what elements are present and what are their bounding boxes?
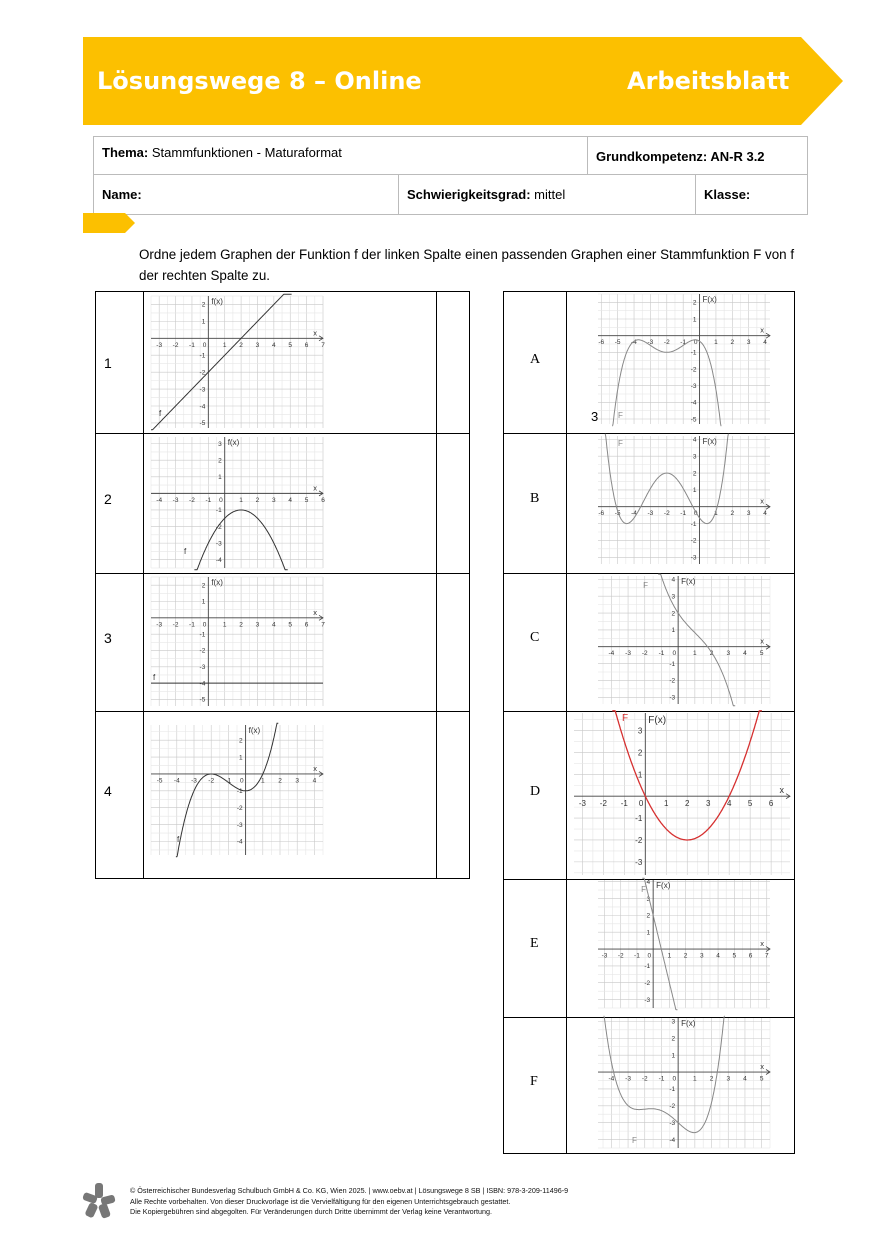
y-tick-label: -2 bbox=[236, 804, 243, 812]
series-label: F bbox=[641, 885, 647, 894]
y-tick-label: -1 bbox=[199, 631, 206, 639]
x-tick-label: 3 bbox=[746, 339, 751, 347]
footer-line-3: Die Kopiergebühren sind abgegolten. Für Veränderungen durch Dritte übernimmt der Verlag keine Verantwortung. bbox=[130, 1207, 492, 1216]
y-tick-label: -5 bbox=[690, 416, 697, 424]
x-tick-label: -3 bbox=[625, 1075, 631, 1083]
x-tick-label: 3 bbox=[726, 1075, 731, 1083]
stray-mark-a: 3 bbox=[591, 409, 599, 424]
x-tick-label: 6 bbox=[321, 496, 325, 504]
y-tick-label: 2 bbox=[218, 457, 222, 465]
x-tick-label: -2 bbox=[208, 777, 215, 785]
x-tick-label: 2 bbox=[709, 1075, 714, 1083]
y-tick-label: -1 bbox=[236, 788, 243, 796]
x-tick-label: 1 bbox=[222, 341, 227, 349]
y-tick-label: 2 bbox=[671, 610, 676, 618]
y-tick-label: -3 bbox=[635, 857, 643, 867]
chart-graph-e bbox=[598, 880, 770, 1008]
answer-cell-3[interactable] bbox=[436, 573, 469, 710]
x-axis-label: x bbox=[760, 496, 764, 506]
x-tick-label: 1 bbox=[714, 339, 718, 347]
y-tick-label: 1 bbox=[218, 474, 222, 482]
y-tick-label: 2 bbox=[646, 912, 651, 920]
footer bbox=[130, 1186, 568, 1218]
x-tick-label: 4 bbox=[763, 339, 767, 347]
x-tick-label: 3 bbox=[295, 777, 300, 785]
y-tick-label: 3 bbox=[671, 1018, 676, 1026]
series-label: F bbox=[632, 1136, 637, 1145]
x-tick-label: -1 bbox=[189, 341, 195, 349]
chart-graph-d bbox=[574, 713, 790, 875]
y-tick-label: -4 bbox=[199, 680, 206, 688]
x-tick-label: 5 bbox=[304, 496, 309, 504]
kompetenz-label: Grundkompetenz: AN-R 3.2 bbox=[596, 149, 765, 164]
series-label: F bbox=[622, 713, 629, 724]
x-tick-label: 2 bbox=[709, 650, 714, 658]
x-tick-label: -4 bbox=[156, 496, 163, 504]
origin-label: 0 bbox=[672, 650, 677, 658]
x-tick-label: -1 bbox=[205, 496, 212, 504]
origin-label: 0 bbox=[219, 496, 223, 504]
y-axis-label: F(x) bbox=[681, 577, 696, 586]
x-axis-label: x bbox=[760, 325, 764, 335]
x-tick-label: 5 bbox=[732, 952, 737, 960]
name-cell bbox=[94, 175, 399, 214]
x-tick-label: 2 bbox=[239, 621, 243, 629]
x-tick-label: 7 bbox=[764, 952, 769, 960]
y-tick-label: 2 bbox=[692, 299, 697, 307]
x-tick-label: -5 bbox=[156, 777, 163, 785]
y-tick-label: 3 bbox=[671, 593, 676, 601]
x-tick-label: -5 bbox=[614, 339, 621, 347]
x-tick-label: 2 bbox=[730, 510, 735, 518]
y-tick-label: -3 bbox=[199, 386, 206, 394]
right-letter-a: A bbox=[530, 352, 541, 367]
y-tick-label: -3 bbox=[690, 382, 697, 390]
left-number-2: 2 bbox=[104, 491, 112, 507]
x-tick-label: -3 bbox=[647, 339, 654, 347]
y-tick-label: 1 bbox=[637, 770, 643, 780]
header-title: Lösungswege 8 – Online bbox=[97, 67, 422, 95]
x-tick-label: 2 bbox=[683, 952, 688, 960]
x-tick-label: 3 bbox=[272, 496, 276, 504]
y-tick-label: 2 bbox=[692, 470, 697, 478]
y-tick-label: -4 bbox=[215, 556, 222, 564]
x-axis-label: x bbox=[313, 328, 317, 338]
right-letter-f: F bbox=[530, 1074, 538, 1089]
x-tick-label: -1 bbox=[658, 1075, 665, 1083]
x-tick-label: -2 bbox=[663, 510, 670, 518]
right-letter-c: C bbox=[530, 630, 540, 645]
y-tick-label: -2 bbox=[690, 366, 697, 374]
x-tick-label: 6 bbox=[748, 952, 753, 960]
left-number-4: 4 bbox=[104, 783, 112, 799]
x-tick-label: -3 bbox=[172, 496, 179, 504]
answer-cell-1[interactable] bbox=[436, 292, 469, 432]
x-tick-label: 2 bbox=[278, 777, 282, 785]
origin-label: 0 bbox=[693, 339, 698, 347]
left-number-1: 1 bbox=[104, 355, 112, 371]
y-tick-label: 1 bbox=[692, 316, 697, 324]
footer-line-2: Alle Rechte vorbehalten. Von dieser Druckvorlage ist die Vervielfältigung für den eigenen Unterrichtsgebrauch gestattet. bbox=[130, 1196, 511, 1206]
y-tick-label: -2 bbox=[669, 677, 676, 685]
x-tick-label: 1 bbox=[222, 621, 227, 629]
right-letter-b: B bbox=[530, 491, 540, 506]
x-tick-label: -3 bbox=[578, 799, 586, 809]
y-tick-label: -4 bbox=[690, 399, 697, 407]
klasse-label: Klasse: bbox=[704, 187, 751, 202]
y-tick-label: -1 bbox=[669, 660, 676, 668]
x-tick-label: -2 bbox=[641, 650, 648, 658]
y-axis-label: F(x) bbox=[648, 715, 667, 726]
x-tick-label: -1 bbox=[634, 952, 640, 960]
x-tick-label: 4 bbox=[312, 777, 317, 785]
y-tick-label: 2 bbox=[238, 737, 243, 745]
y-tick-label: 1 bbox=[646, 929, 651, 937]
thema-cell bbox=[94, 137, 588, 175]
x-tick-label: 4 bbox=[726, 799, 732, 809]
y-tick-label: -5 bbox=[199, 420, 206, 428]
x-tick-label: -1 bbox=[680, 339, 687, 347]
y-tick-label: -4 bbox=[199, 403, 206, 411]
x-tick-label: -2 bbox=[663, 339, 670, 347]
right-letter-e: E bbox=[530, 936, 539, 951]
x-tick-label: -4 bbox=[608, 650, 615, 658]
x-tick-label: -1 bbox=[658, 650, 665, 658]
x-tick-label: -2 bbox=[599, 799, 607, 809]
schwierigkeit-label: Schwierigkeitsgrad: bbox=[407, 187, 531, 202]
series-label: F bbox=[643, 581, 649, 590]
y-tick-label: 2 bbox=[201, 301, 206, 309]
x-tick-label: 5 bbox=[288, 621, 293, 629]
left-number-3: 3 bbox=[104, 630, 112, 646]
answer-cell-2[interactable] bbox=[436, 433, 469, 572]
x-axis-label: x bbox=[779, 785, 784, 796]
y-tick-label: -2 bbox=[215, 523, 222, 531]
y-tick-label: -3 bbox=[236, 821, 243, 829]
x-tick-label: -3 bbox=[156, 621, 163, 629]
x-tick-label: -3 bbox=[191, 777, 197, 785]
y-axis-label: f(x) bbox=[211, 578, 223, 587]
x-tick-label: -3 bbox=[156, 341, 163, 349]
y-tick-label: -4 bbox=[669, 1136, 676, 1144]
y-tick-label: 2 bbox=[637, 748, 643, 758]
chart-graph-2 bbox=[151, 437, 323, 568]
y-tick-label: -5 bbox=[199, 696, 206, 704]
x-tick-label: 1 bbox=[714, 510, 718, 518]
origin-label: 0 bbox=[202, 621, 207, 629]
function-curve bbox=[604, 1016, 725, 1132]
x-tick-label: 4 bbox=[272, 341, 276, 349]
chart-graph-1 bbox=[151, 296, 323, 428]
y-axis-label: f(x) bbox=[227, 438, 240, 447]
origin-label: 0 bbox=[672, 1075, 677, 1083]
chart-graph-4 bbox=[151, 725, 323, 855]
y-tick-label: -2 bbox=[669, 1103, 676, 1111]
y-axis-label: f(x) bbox=[211, 297, 223, 306]
x-axis-label: x bbox=[313, 607, 317, 617]
y-tick-label: 1 bbox=[692, 487, 697, 495]
y-tick-label: -1 bbox=[690, 349, 697, 357]
x-tick-label: 7 bbox=[321, 621, 325, 629]
y-axis-label: F(x) bbox=[702, 437, 717, 446]
x-tick-label: 5 bbox=[759, 650, 764, 658]
series-label: f bbox=[184, 547, 187, 556]
y-tick-label: -4 bbox=[236, 838, 243, 846]
x-tick-label: -2 bbox=[641, 1075, 648, 1083]
x-tick-label: -3 bbox=[647, 510, 654, 518]
y-tick-label: -1 bbox=[215, 507, 222, 515]
series-label: F bbox=[618, 411, 623, 420]
x-axis-label: x bbox=[760, 939, 764, 949]
schwierigkeit-cell bbox=[399, 175, 696, 214]
function-curve bbox=[151, 294, 292, 429]
x-tick-label: -1 bbox=[189, 621, 195, 629]
x-tick-label: -3 bbox=[625, 650, 631, 658]
y-tick-label: 3 bbox=[692, 453, 697, 461]
y-tick-label: -1 bbox=[644, 963, 651, 971]
y-tick-label: 1 bbox=[671, 1052, 676, 1060]
x-tick-label: 5 bbox=[759, 1075, 764, 1083]
y-tick-label: -3 bbox=[215, 540, 222, 548]
origin-label: 0 bbox=[693, 510, 698, 518]
y-tick-label: 1 bbox=[671, 627, 676, 635]
y-tick-label: 4 bbox=[692, 436, 697, 444]
x-tick-label: -6 bbox=[598, 510, 605, 518]
x-axis-label: x bbox=[760, 636, 764, 646]
x-tick-label: -3 bbox=[601, 952, 608, 960]
y-tick-label: 1 bbox=[201, 598, 206, 606]
x-tick-label: 1 bbox=[260, 777, 265, 785]
y-tick-label: -3 bbox=[669, 694, 676, 702]
x-tick-label: 4 bbox=[288, 496, 293, 504]
y-tick-label: 4 bbox=[646, 878, 651, 886]
info-table bbox=[93, 136, 808, 215]
y-tick-label: 3 bbox=[637, 726, 643, 736]
section-arrow bbox=[83, 213, 135, 233]
x-tick-label: -4 bbox=[631, 510, 637, 518]
y-axis-label: F(x) bbox=[656, 881, 671, 890]
name-label: Name: bbox=[102, 187, 142, 202]
x-tick-label: 2 bbox=[239, 341, 243, 349]
y-tick-label: -2 bbox=[199, 369, 206, 377]
x-tick-label: 4 bbox=[743, 1075, 747, 1083]
series-label: F bbox=[618, 439, 623, 448]
chart-graph-f bbox=[598, 1018, 770, 1148]
y-tick-label: 1 bbox=[238, 754, 243, 762]
x-tick-label: 5 bbox=[747, 799, 753, 809]
x-tick-label: 1 bbox=[693, 1075, 697, 1083]
y-tick-label: 3 bbox=[218, 440, 222, 448]
x-tick-label: 1 bbox=[239, 496, 243, 504]
answer-cell-4[interactable] bbox=[436, 711, 469, 878]
y-tick-label: 1 bbox=[201, 318, 206, 326]
x-tick-label: 2 bbox=[730, 339, 735, 347]
y-tick-label: -2 bbox=[644, 979, 651, 987]
x-tick-label: -2 bbox=[172, 341, 179, 349]
right-letter-d: D bbox=[530, 784, 541, 799]
footer-line-1: © Österreichischer Bundesverlag Schulbuch GmbH & Co. KG, Wien 2025. | www.oebv.at | Lösungswege 8 SB | ISBN: 978-3-209-11496-9 bbox=[130, 1186, 569, 1195]
x-tick-label: -2 bbox=[172, 621, 179, 629]
x-tick-label: -1 bbox=[225, 777, 232, 785]
thema-value: Stammfunktionen - Maturaformat bbox=[151, 145, 342, 160]
x-tick-label: -1 bbox=[680, 510, 687, 518]
instruction-text: Ordne jedem Graphen der Funktion f der linken Spalte einen passenden Graphen einer Stammfunktion F von f der rechten Spalte zu. bbox=[139, 247, 795, 283]
x-tick-label: 1 bbox=[664, 799, 669, 809]
header-doc-type: Arbeitsblatt bbox=[627, 67, 790, 95]
y-tick-label: -2 bbox=[690, 537, 697, 545]
publisher-logo bbox=[83, 1183, 115, 1219]
schwierigkeit-value: mittel bbox=[534, 187, 566, 202]
x-tick-label: 1 bbox=[693, 650, 697, 658]
x-tick-label: 3 bbox=[700, 952, 704, 960]
x-tick-label: 4 bbox=[716, 952, 720, 960]
thema-label: Thema: bbox=[102, 145, 149, 160]
y-tick-label: 2 bbox=[201, 582, 206, 590]
y-tick-label: -2 bbox=[635, 835, 643, 845]
y-tick-label: -1 bbox=[199, 352, 206, 360]
x-tick-label: 1 bbox=[667, 952, 672, 960]
y-axis-label: F(x) bbox=[681, 1019, 696, 1028]
x-axis-label: x bbox=[313, 763, 317, 773]
x-tick-label: 2 bbox=[255, 496, 260, 504]
x-tick-label: 6 bbox=[304, 621, 309, 629]
x-tick-label: 5 bbox=[288, 341, 293, 349]
origin-label: 0 bbox=[239, 777, 244, 785]
y-tick-label: -3 bbox=[644, 996, 651, 1004]
x-tick-label: 4 bbox=[743, 650, 747, 658]
y-tick-label: 2 bbox=[671, 1035, 676, 1043]
y-tick-label: 3 bbox=[646, 895, 651, 903]
chart-graph-3 bbox=[151, 577, 323, 706]
y-tick-label: 4 bbox=[671, 576, 676, 584]
series-label: f bbox=[177, 835, 180, 844]
x-tick-label: -6 bbox=[598, 339, 605, 347]
x-tick-label: 7 bbox=[321, 341, 325, 349]
y-tick-label: -3 bbox=[690, 554, 697, 562]
origin-label: 0 bbox=[638, 799, 644, 809]
chart-graph-c bbox=[598, 576, 770, 704]
x-axis-label: x bbox=[760, 1062, 764, 1072]
chart-graph-b bbox=[598, 436, 770, 564]
y-tick-label: -1 bbox=[669, 1086, 676, 1094]
series-label: f bbox=[159, 409, 162, 418]
x-tick-label: 3 bbox=[255, 341, 260, 349]
x-tick-label: -2 bbox=[617, 952, 624, 960]
x-tick-label: -4 bbox=[608, 1075, 615, 1083]
x-tick-label: 6 bbox=[768, 799, 774, 809]
y-tick-label: -2 bbox=[199, 647, 206, 655]
x-tick-label: 3 bbox=[255, 621, 260, 629]
y-tick-label: -3 bbox=[669, 1119, 676, 1127]
x-tick-label: 3 bbox=[726, 650, 731, 658]
x-tick-label: 3 bbox=[705, 799, 711, 809]
x-tick-label: -2 bbox=[189, 496, 195, 504]
x-tick-label: -5 bbox=[614, 510, 621, 518]
x-tick-label: 6 bbox=[304, 341, 309, 349]
x-tick-label: 4 bbox=[272, 621, 276, 629]
y-axis-label: F(x) bbox=[702, 295, 717, 304]
chart-graph-a bbox=[598, 294, 770, 424]
x-tick-label: -1 bbox=[620, 799, 628, 809]
y-tick-label: -3 bbox=[199, 664, 206, 672]
x-tick-label: 2 bbox=[685, 799, 690, 809]
x-tick-label: -4 bbox=[173, 777, 180, 785]
x-tick-label: -4 bbox=[631, 339, 637, 347]
x-axis-label: x bbox=[313, 483, 317, 493]
series-label: f bbox=[153, 673, 156, 683]
y-tick-label: -1 bbox=[635, 814, 643, 824]
kompetenz-cell bbox=[588, 137, 807, 175]
x-tick-label: 3 bbox=[746, 510, 751, 518]
origin-label: 0 bbox=[647, 952, 652, 960]
klasse-cell bbox=[696, 175, 807, 214]
x-tick-label: 4 bbox=[763, 510, 767, 518]
origin-label: 0 bbox=[202, 341, 207, 349]
y-axis-label: f(x) bbox=[248, 726, 261, 735]
y-tick-label: -1 bbox=[690, 520, 697, 528]
